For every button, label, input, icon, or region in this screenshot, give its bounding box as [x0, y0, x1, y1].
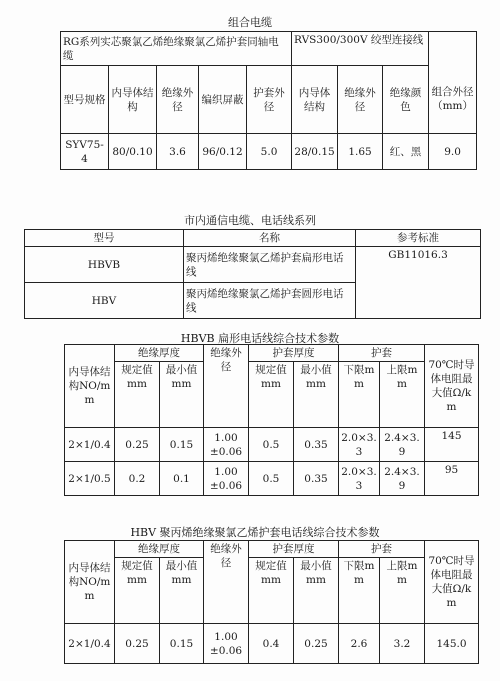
- model-cell: HBVB: [25, 247, 184, 283]
- table-cell: SYV75-4: [61, 134, 109, 170]
- table-cell: 0.15: [160, 428, 204, 462]
- header-ins-od: 绝缘外径: [204, 345, 249, 428]
- header-nominal: 规定值mm: [249, 362, 294, 428]
- header-cell: 内导体结构: [109, 66, 157, 134]
- table-cell: 0.1: [160, 462, 204, 496]
- combined-cable-table: [60, 31, 477, 170]
- header-cell: 参考标准: [356, 230, 481, 247]
- table-cell: 3.6: [157, 134, 199, 170]
- name-cell: 聚丙烯绝缘聚氯乙烯护套扁形电话线: [184, 247, 356, 283]
- group-rg-header: RG系列实芯聚氯乙烯绝缘聚氯乙烯护套同轴电缆: [61, 32, 292, 66]
- header-cell: 绝缘外径: [157, 66, 199, 134]
- section4-title: HBV 聚丙烯绝缘聚氯乙烯护套电话线综合技术参数: [130, 526, 380, 539]
- section3-title: HBVB 扁形电话线综合技术参数: [180, 332, 340, 345]
- header-nominal: 规定值mm: [249, 558, 294, 624]
- header-cell: 型号规格: [61, 66, 109, 134]
- table-cell: 1.00±0.06: [204, 428, 249, 462]
- header-ins-thick: 绝缘厚度: [115, 345, 204, 362]
- table-cell: 2.4×3.9: [380, 428, 425, 462]
- table-cell: 2.4×3.9: [380, 462, 425, 496]
- header-ins-thick: 绝缘厚度: [115, 541, 204, 558]
- table-cell: 0.35: [294, 428, 339, 462]
- table-cell: 0.25: [115, 624, 160, 664]
- table-cell: 3.2: [380, 624, 425, 664]
- header-lower: 下限mm: [339, 558, 380, 624]
- table-cell: 0.5: [249, 428, 294, 462]
- table-cell: 0.35: [294, 462, 339, 496]
- table-cell: 0.4: [249, 624, 294, 664]
- header-cell: 绝缘颜色: [383, 66, 429, 134]
- table-cell: 145.0: [425, 624, 479, 664]
- header-sheath-thick: 护套厚度: [249, 345, 339, 362]
- header-sheath: 护套: [339, 541, 425, 558]
- header-sheath-thick: 护套厚度: [249, 541, 339, 558]
- table-cell: 2.6: [339, 624, 380, 664]
- header-cell: 名称: [184, 230, 356, 247]
- table-cell: 96/0.12: [199, 134, 247, 170]
- table-cell: 80/0.10: [109, 134, 157, 170]
- header-upper: 上限mm: [380, 558, 425, 624]
- section2-title: 市内通信电缆、电话线系列: [184, 214, 316, 227]
- table-row: [65, 428, 479, 462]
- section1-title: 组合电缆: [228, 16, 272, 29]
- header-resistance: 70℃时导体电阻最大值Ω/km: [425, 345, 479, 428]
- table-cell: 2.0×3.3: [339, 428, 380, 462]
- table-cell: 2×1/0.4: [65, 624, 115, 664]
- header-cell: 型号: [25, 230, 184, 247]
- hbv-params-table: [64, 540, 479, 664]
- table-cell: 9.0: [429, 134, 477, 170]
- table-row: [61, 134, 477, 170]
- table-cell: 2×1/0.4: [65, 428, 115, 462]
- table-cell: 0.25: [115, 428, 160, 462]
- table-cell: 145: [425, 428, 479, 462]
- table-cell: 1.65: [338, 134, 383, 170]
- table-cell: 28/0.15: [292, 134, 338, 170]
- header-nominal: 规定值mm: [115, 362, 160, 428]
- table-cell: 0.25: [294, 624, 339, 664]
- header-min: 最小值mm: [160, 558, 204, 624]
- header-upper: 上限mm: [380, 362, 425, 428]
- table-cell: 2×1/0.5: [65, 462, 115, 496]
- header-min: 最小值mm: [160, 362, 204, 428]
- header-cell: 护套外径: [247, 66, 292, 134]
- header-cell: 绝缘外径: [338, 66, 383, 134]
- header-resistance: 70℃时导体电阻最大值Ω/km: [425, 541, 479, 624]
- header-min: 最小值mm: [294, 558, 339, 624]
- table-cell: 1.00±0.06: [204, 624, 249, 664]
- table-cell: 0.5: [249, 462, 294, 496]
- header-cell: 内导体结构: [292, 66, 338, 134]
- hbvb-params-table: [64, 344, 479, 496]
- header-cell: 编织屏蔽: [199, 66, 247, 134]
- header-min: 最小值mm: [294, 362, 339, 428]
- table-cell: 0.2: [115, 462, 160, 496]
- model-cell: HBV: [25, 283, 184, 319]
- header-ins-od: 绝缘外径: [204, 541, 249, 624]
- header-cell: 组合外径（mm）: [429, 66, 477, 134]
- table-cell: 0.15: [160, 624, 204, 664]
- standard-cell: GB11016.3: [356, 247, 481, 319]
- table-row: [65, 462, 479, 496]
- table-cell: 2.0×3.3: [339, 462, 380, 496]
- telecom-cable-table: [24, 229, 481, 319]
- header-conductor: 内导体结构NO/mm: [65, 541, 115, 624]
- header-nominal: 规定值mm: [115, 558, 160, 624]
- table-row: [25, 247, 481, 283]
- blank-cell: [429, 32, 477, 66]
- table-cell: 1.00±0.06: [204, 462, 249, 496]
- header-sheath: 护套: [339, 345, 425, 362]
- table-cell: 95: [425, 462, 479, 496]
- name-cell: 聚丙烯绝缘聚氯乙烯护套圆形电话线: [184, 283, 356, 319]
- table-cell: 5.0: [247, 134, 292, 170]
- table-row: [65, 624, 479, 664]
- header-lower: 下限mm: [339, 362, 380, 428]
- header-conductor: 内导体结构NO/mm: [65, 345, 115, 428]
- table-cell: 红、黑: [383, 134, 429, 170]
- group-rvs-header: RVS300/300V 绞型连接线: [292, 32, 429, 66]
